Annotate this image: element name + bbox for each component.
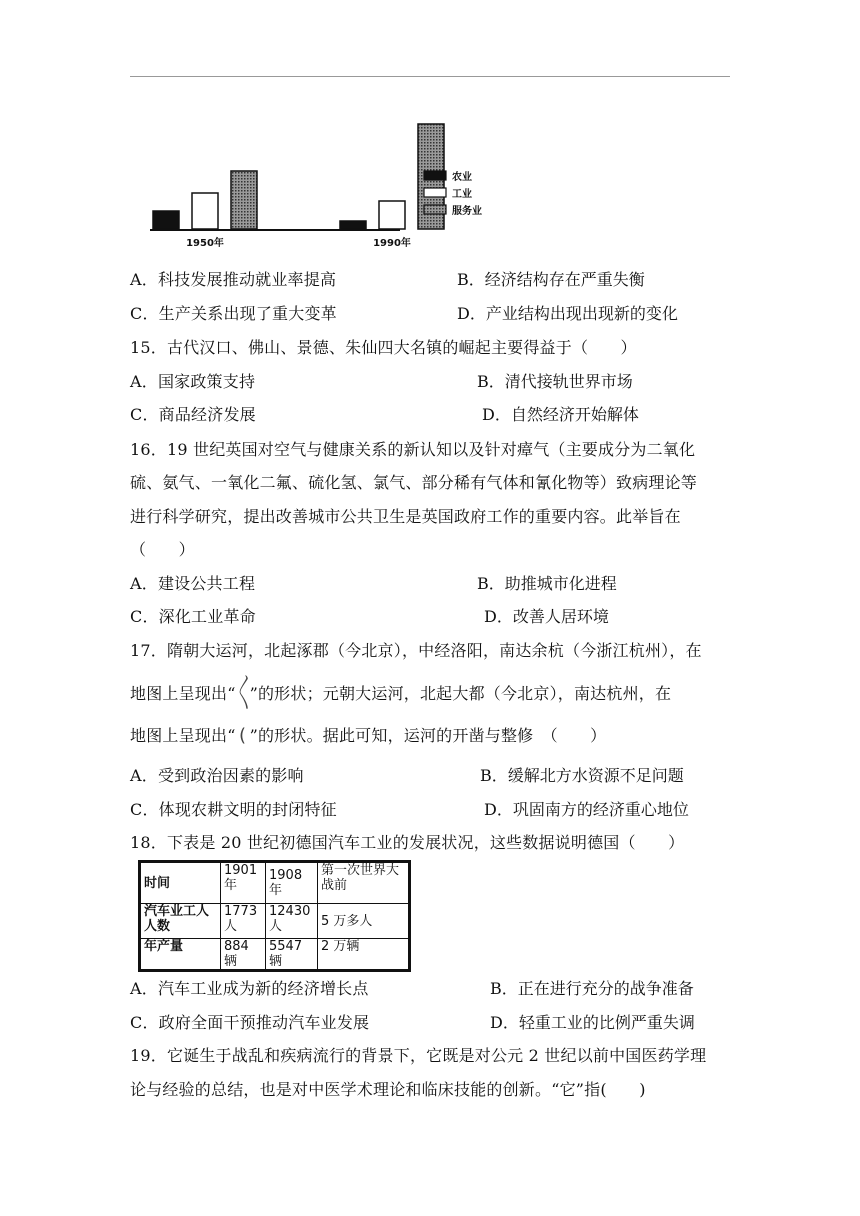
table-cell: 5547 辆 — [266, 939, 318, 971]
q16-stem-line4: （ ） — [130, 540, 195, 559]
table-row — [140, 939, 410, 971]
x-tick-label: 1990年 — [373, 238, 411, 249]
legend-swatch-农业 — [424, 171, 446, 180]
bar-工业-1950年 — [192, 193, 218, 229]
table-row — [140, 904, 410, 939]
q19-stem-line2: 论与经验的总结，也是对中医学术理论和临床技能的创新。“它”指( ) — [130, 1080, 646, 1099]
q17-option-d: D．巩固南方的经济重心地位 — [484, 800, 689, 819]
q16-option-d: D．改善人居环境 — [484, 607, 609, 626]
q17-line2-pre: 地图上呈现出“ — [130, 684, 236, 703]
bar-服务业-1950年 — [231, 171, 257, 229]
auto-industry-table — [138, 860, 411, 972]
bar-chart — [148, 118, 518, 253]
q16-option-b: B．助推城市化进程 — [477, 574, 617, 593]
q17-option-b: B．缓解北方水资源不足问题 — [480, 766, 684, 785]
table-header-cell: 1908 年 — [266, 862, 318, 904]
bar-工业-1990年 — [379, 201, 405, 229]
legend-label: 工业 — [452, 189, 472, 200]
q16-option-a: A．建设公共工程 — [130, 574, 256, 593]
q17-stem-line3 — [130, 726, 606, 746]
q16-stem-line3: 进行科学研究，提出改善城市公共卫生是英国政府工作的重要内容。此举旨在 — [130, 507, 681, 526]
legend-label: 农业 — [452, 172, 472, 183]
q17-line2-post: ”的形状；元朝大运河，北起大都（今北京），南达杭州，在 — [249, 684, 672, 703]
q17-option-a: A．受到政治因素的影响 — [130, 766, 304, 785]
q14-option-c: C．生产关系出现了重大变革 — [130, 304, 337, 323]
table-cell: 1773 人 — [221, 904, 266, 939]
table-cell: 汽车业工人人数 — [140, 904, 221, 939]
q17-line3-pre: 地图上呈现出“ — [130, 726, 236, 745]
q19-stem-line1: 19．它诞生于战乱和疾病流行的背景下，它既是对公元 2 世纪以前中国医药学理 — [130, 1046, 707, 1065]
header-rule — [130, 76, 730, 77]
q16-option-c: C．深化工业革命 — [130, 607, 256, 626]
q17-stem-line1: 17．隋朝大运河，北起涿郡（今北京），中经洛阳，南达余杭（今浙江杭州），在 — [130, 641, 702, 660]
q18-option-c: C．政府全面干预推动汽车业发展 — [130, 1013, 370, 1032]
q17-stem-line2 — [130, 684, 671, 704]
q14-option-a: A．科技发展推动就业率提高 — [130, 270, 337, 289]
bar-农业-1990年 — [340, 221, 366, 229]
table-row — [140, 862, 410, 904]
table-cell: 5 万多人 — [318, 904, 410, 939]
table-cell: 年产量 — [140, 939, 221, 971]
legend-swatch-工业 — [424, 188, 446, 197]
q15-option-b: B．清代接轨世界市场 — [477, 372, 633, 391]
q15-option-c: C．商品经济发展 — [130, 405, 256, 424]
x-tick-label: 1950年 — [186, 238, 224, 249]
table-header-cell: 时间 — [140, 862, 221, 904]
q15-stem: 15．古代汉口、佛山、景德、朱仙四大名镇的崛起主要得益于（ ） — [130, 338, 637, 357]
bar-农业-1950年 — [153, 211, 179, 229]
q17-option-c: C．体现农耕文明的封闭特征 — [130, 800, 337, 819]
sui-canal-shape-icon: 〱 — [235, 683, 254, 704]
q16-stem-line2: 硫、氨气、一氧化二氟、硫化氢、氯气、部分稀有气体和氰化物等）致病理论等 — [130, 473, 698, 492]
q17-line3-post: ”的形状。据此可知，运河的开凿与整修 （ ） — [249, 726, 607, 745]
legend-label: 服务业 — [452, 206, 482, 217]
q15-option-d: D．自然经济开始解体 — [482, 405, 639, 424]
legend-swatch-服务业 — [424, 205, 446, 214]
q14-option-d: D．产业结构出现出现新的变化 — [457, 304, 678, 323]
table-cell: 2 万辆 — [318, 939, 410, 971]
q18-option-b: B．正在进行充分的战争准备 — [490, 979, 694, 998]
q18-option-d: D．轻重工业的比例严重失调 — [490, 1013, 695, 1032]
yuan-canal-shape-icon: ( — [238, 725, 247, 746]
q16-stem-line1: 16．19 世纪英国对空气与健康关系的新认知以及针对瘴气（主要成分为二氧化 — [130, 440, 696, 459]
q14-option-b: B．经济结构存在严重失衡 — [457, 270, 645, 289]
table-header-cell: 1901 年 — [221, 862, 266, 904]
q18-option-a: A．汽车工业成为新的经济增长点 — [130, 979, 369, 998]
table-header-cell: 第一次世界大战前 — [318, 862, 410, 904]
q15-option-a: A．国家政策支持 — [130, 372, 256, 391]
table-cell: 884 辆 — [221, 939, 266, 971]
q18-stem: 18．下表是 20 世纪初德国汽车工业的发展状况，这些数据说明德国（ ） — [130, 833, 685, 852]
table-cell: 12430 人 — [266, 904, 318, 939]
